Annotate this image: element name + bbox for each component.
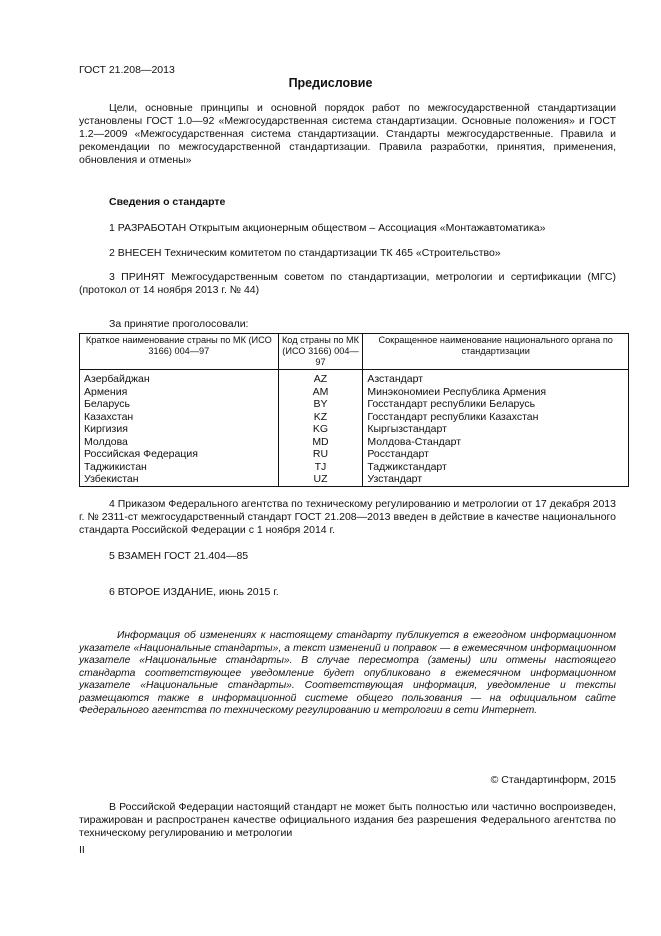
cell-body: Росстандарт [363,448,629,461]
cell-body: Кыргызстандарт [363,423,629,436]
cell-country: Узбекистан [80,473,279,486]
cell-code: KZ [278,411,363,424]
item-developed: 1 РАЗРАБОТАН Открытым акционерным обществом – Ассоциация «Монтажавтоматика» [109,222,546,234]
page-title: Предисловие [288,76,373,90]
cell-country: Таджикистан [80,461,279,474]
cell-country: Казахстан [80,411,279,424]
cell-code: UZ [278,473,363,486]
cell-code: RU [278,448,363,461]
cell-code: TJ [278,461,363,474]
table-row [80,386,629,399]
cell-country: Армения [80,386,279,399]
changes-info-note: Информация об изменениях к настоящему стандарту публикуется в ежегодном информационном указателе «Национальные стандарты», а текст изменений и поправок — в ежемесячном информационном указателе «Национальные стандарты». В случае пересмотра (замены) или отмены настоящего стандарта соответствующее уведомление будет опубликовано в ежемесячном информационном указателе «Национальные стандарты». Соответствующая информация, уведомление и тексты размещаются также в информационной системе общего пользования — на официальном сайте Федерального агентства по техническому регулированию и метрологии в сети Интернет. [79,630,616,716]
item-adopted: 3 ПРИНЯТ Межгосударственным советом по стандартизации, метрологии и сертификации (МГС) (протокол от 14 ноября 2013 г. № 44) [79,271,616,296]
intro-paragraph: Цели, основные принципы и основной порядок работ по межгосударственной стандартизации установлены ГОСТ 1.0—92 «Межгосударственная система стандартизации. Основные положения» и ГОСТ 1.2—2009 «Межгосударственная система стандартизации. Стандарты межгосударственные. Правила и рекомендации по межгосударственной стандартизации. Правила разработки, принятия, применения, обновления и отмены» [79,102,616,166]
cell-body: Таджикстандарт [363,461,629,474]
cell-body: Госстандарт республики Беларусь [363,398,629,411]
cell-body: Молдова-Стандарт [363,436,629,449]
table-row [80,411,629,424]
cell-body: Узстандарт [363,473,629,486]
table-row [80,423,629,436]
table-row [80,370,629,386]
cell-country: Молдова [80,436,279,449]
table-row [80,461,629,474]
cell-country: Азербайджан [80,370,279,386]
table-header-row [80,334,629,370]
cell-body: Госстандарт республики Казахстан [363,411,629,424]
copyright: © Стандартинформ, 2015 [490,774,616,786]
page-number: II [79,844,85,856]
header-country: Краткое наименование страны по МК (ИСО 3166) 004—97 [80,334,279,370]
cell-code: BY [278,398,363,411]
cell-code: AZ [278,370,363,386]
cell-code: AM [278,386,363,399]
cell-body: Азстандарт [363,370,629,386]
table-row [80,473,629,486]
item-order: 4 Приказом Федерального агентства по техническому регулированию и метрологии от 17 декабря 2013 г. № 2311-ст межгосударственный стандарт ГОСТ 21.208—2013 введен в действие в качестве национального стандарта Российской Федерации с 1 ноября 2014 г. [79,498,616,536]
item-edition: 6 ВТОРОЕ ИЗДАНИЕ, июнь 2015 г. [109,586,279,598]
cell-country: Киргизия [80,423,279,436]
reproduction-notice: В Российской Федерации настоящий стандарт не может быть полностью или частично воспроизведен, тиражирован и распространен качестве официального издания без разрешения Федерального агентства по техническому регулированию и метрологии [79,801,616,839]
cell-country: Беларусь [80,398,279,411]
cell-code: MD [278,436,363,449]
document-header: ГОСТ 21.208—2013 [79,64,175,76]
table-row [80,398,629,411]
cell-body: Минэкономиеи Республика Армения [363,386,629,399]
item-replaces: 5 ВЗАМЕН ГОСТ 21.404—85 [109,550,249,562]
header-body: Сокращенное наименование национального органа по стандартизации [363,334,629,370]
voting-table [79,333,629,487]
cell-country: Российская Федерация [80,448,279,461]
table-row [80,448,629,461]
header-code: Код страны по МК (ИСО 3166) 004—97 [278,334,363,370]
section-heading: Сведения о стандарте [109,196,226,208]
table-row [80,436,629,449]
item-submitted: 2 ВНЕСЕН Техническим комитетом по стандартизации ТК 465 «Строительство» [109,247,501,259]
cell-code: KG [278,423,363,436]
vote-intro: За принятие проголосовали: [109,318,249,330]
